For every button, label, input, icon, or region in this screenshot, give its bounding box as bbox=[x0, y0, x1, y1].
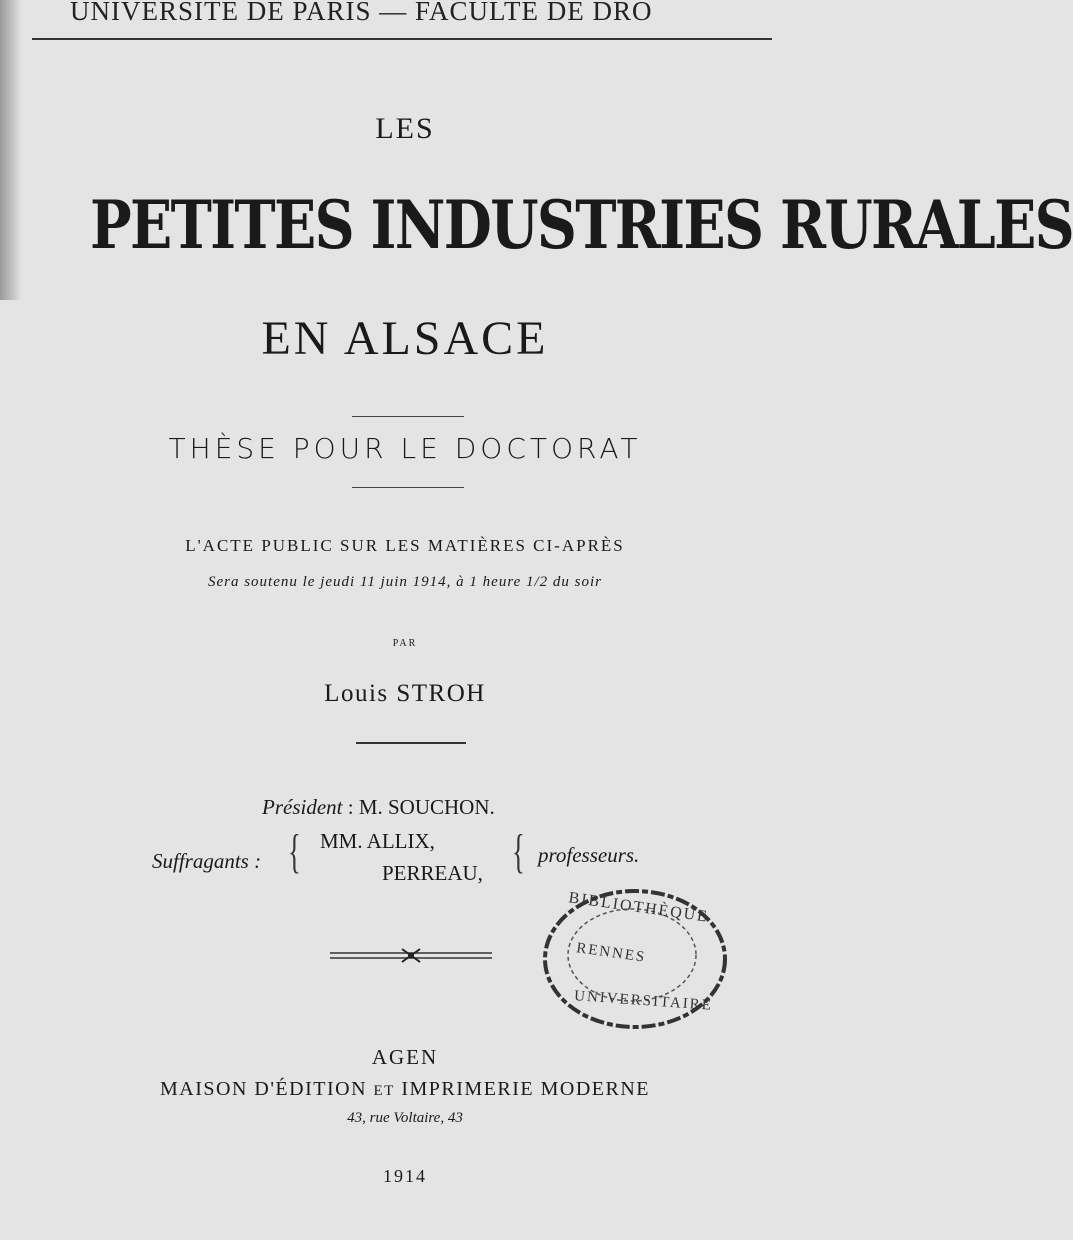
publisher-city: AGEN bbox=[371, 1045, 439, 1069]
stamp-line-3: UNIVERSITAIRE bbox=[573, 988, 714, 1014]
president-line bbox=[262, 795, 495, 820]
jury-role: professeurs. bbox=[538, 843, 640, 867]
author-rule bbox=[356, 742, 466, 744]
suffragants-label: Suffragants : bbox=[152, 849, 262, 873]
divider-rule bbox=[352, 487, 464, 488]
president-name: : M. SOUCHON. bbox=[347, 795, 495, 819]
publisher-address: 43, rue Voltaire, 43 bbox=[347, 1110, 463, 1126]
jury-member-1: MM. ALLIX, bbox=[320, 829, 435, 853]
library-stamp bbox=[540, 885, 730, 1033]
defense-date: Sera soutenu le jeudi 11 juin 1914, à 1 heure 1/2 du soir bbox=[207, 574, 603, 590]
publisher-name-2: IMPRIMERIE MODERNE bbox=[401, 1078, 651, 1100]
title-les: LES bbox=[375, 112, 435, 145]
title-region: EN ALSACE bbox=[261, 312, 549, 365]
thesis-subtitle: THÈSE POUR LE DOCTORAT bbox=[168, 432, 642, 465]
acte-line: L'ACTE PUBLIC SUR LES MATIÈRES CI-APRÈS bbox=[185, 536, 625, 555]
scan-edge-shadow bbox=[0, 0, 22, 300]
publisher-name bbox=[0, 1078, 810, 1101]
stamp-line-2: RENNES bbox=[575, 940, 648, 966]
university-header: UNIVERSITE DE PARIS — FACULTE DE DRO bbox=[70, 0, 653, 26]
president-label: Président bbox=[262, 795, 343, 819]
ornament-rule bbox=[328, 946, 494, 966]
par-label: PAR bbox=[392, 638, 418, 649]
author-name: Louis STROH bbox=[324, 680, 486, 707]
publisher-name-1: MAISON D'ÉDITION bbox=[159, 1078, 368, 1100]
stamp-line-1: BIBLIOTHÈQUE bbox=[567, 889, 710, 926]
left-brace: { bbox=[288, 825, 301, 878]
divider-rule bbox=[352, 416, 464, 417]
publication-year: 1914 bbox=[383, 1166, 427, 1186]
publisher-et: ET bbox=[373, 1083, 395, 1099]
header-rule bbox=[32, 38, 772, 40]
title-main: PETITES INDUSTRIES RURALES bbox=[90, 186, 1073, 264]
right-brace: { bbox=[512, 825, 525, 878]
jury-member-2: PERREAU, bbox=[382, 861, 483, 885]
